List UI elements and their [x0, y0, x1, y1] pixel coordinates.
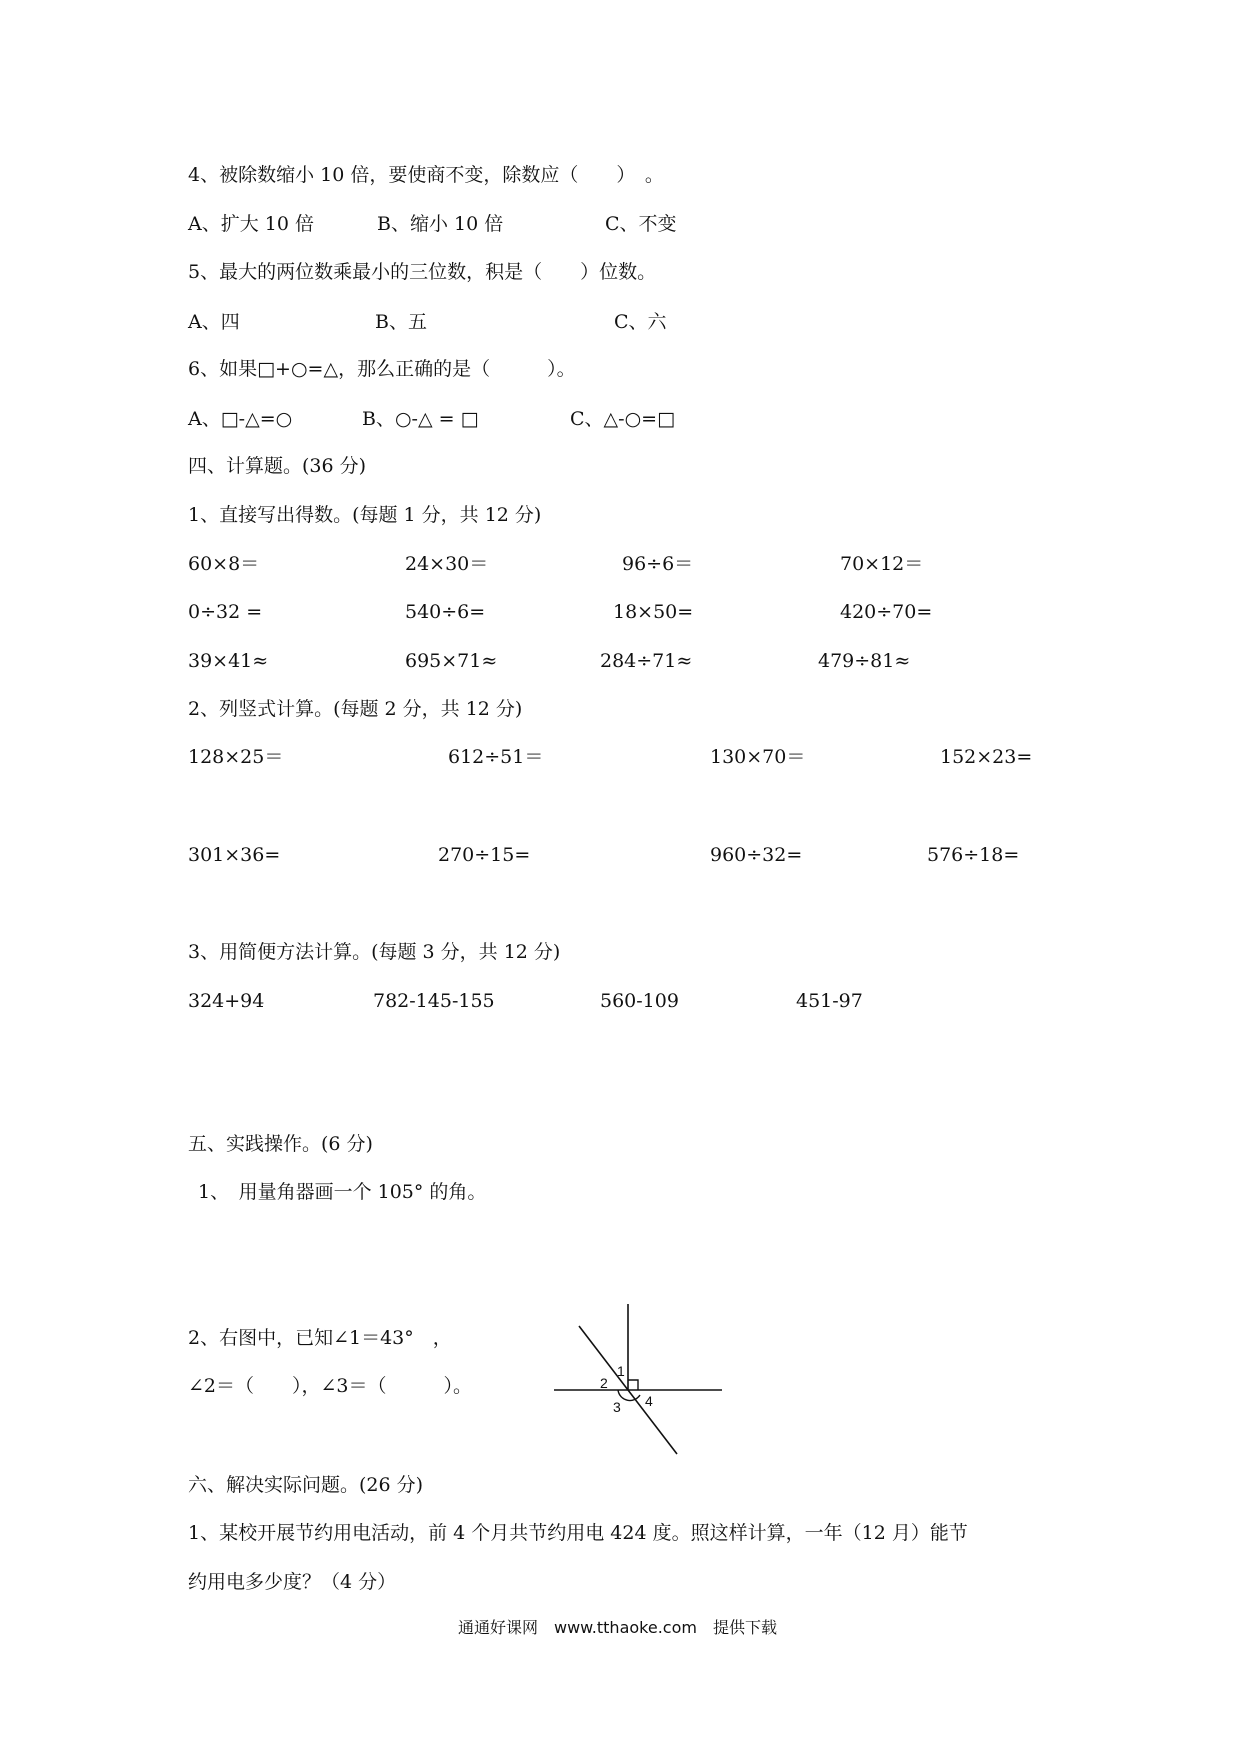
- section6-title: 六、解决实际问题。(26 分): [188, 1474, 424, 1496]
- section5-q2-line2: ∠2＝（ ），∠3＝（ ）。: [188, 1375, 473, 1397]
- mental-calc-item: 60×8＝: [188, 553, 260, 575]
- vertical-calc-item: 152×23=: [940, 746, 1033, 768]
- mental-calc-item: 70×12＝: [840, 553, 924, 575]
- q4-option-a: A、扩大 10 倍: [188, 213, 314, 235]
- mental-calc-item: 0÷32 =: [188, 601, 263, 623]
- shortcut-calc-item: 782-145-155: [373, 990, 495, 1012]
- vertical-calc-item: 301×36=: [188, 844, 281, 866]
- shortcut-calc-item: 451-97: [796, 990, 863, 1012]
- mental-calc-item: 24×30＝: [405, 553, 489, 575]
- mental-calc-item: 540÷6=: [405, 601, 486, 623]
- right-angle-mark: [628, 1380, 638, 1390]
- mental-calc-item: 96÷6＝: [622, 553, 694, 575]
- angle-label-2: 2: [600, 1375, 608, 1391]
- section5-q2-line1: 2、右图中，已知∠1＝43° ，: [188, 1327, 452, 1349]
- q6-option-a: A、□-△=○: [188, 408, 293, 430]
- q5-option-c: C、六: [614, 311, 667, 333]
- q4-option-b: B、缩小 10 倍: [377, 213, 504, 235]
- vertical-calc-item: 576÷18=: [927, 844, 1020, 866]
- section4-part1-title: 1、直接写出得数。(每题 1 分，共 12 分): [188, 504, 542, 526]
- mental-calc-item: 420÷70=: [840, 601, 933, 623]
- footer-credit: 通通好课网 www.tthaoke.com 提供下载: [458, 1618, 777, 1637]
- q5-option-a: A、四: [188, 311, 240, 333]
- shortcut-calc-item: 324+94: [188, 990, 265, 1012]
- vertical-calc-item: 128×25＝: [188, 746, 284, 768]
- q6-option-c: C、△-○=□: [570, 408, 676, 430]
- mental-calc-item: 479÷81≈: [818, 650, 911, 672]
- q6-option-b: B、○-△ = □: [362, 408, 479, 430]
- mental-calc-item: 695×71≈: [405, 650, 498, 672]
- vertical-calc-item: 960÷32=: [710, 844, 803, 866]
- mental-calc-item: 284÷71≈: [600, 650, 693, 672]
- q4-option-c: C、不变: [605, 213, 677, 235]
- section5-q1: 1、 用量角器画一个 105° 的角。: [198, 1181, 487, 1203]
- section6-q1-line2: 约用电多少度？（4 分）: [188, 1571, 397, 1593]
- angle-label-3: 3: [613, 1399, 621, 1415]
- section4-part3-title: 3、用简便方法计算。(每题 3 分，共 12 分): [188, 941, 561, 963]
- q6-stem: 6、如果□+○=△，那么正确的是（ ）。: [188, 358, 576, 380]
- angle-label-1: 1: [617, 1363, 625, 1379]
- angle-figure: [550, 1300, 730, 1460]
- mental-calc-item: 18×50=: [613, 601, 694, 623]
- vertical-calc-item: 612÷51＝: [448, 746, 544, 768]
- section4-title: 四、计算题。(36 分): [188, 455, 367, 477]
- section4-part2-title: 2、列竖式计算。(每题 2 分，共 12 分): [188, 698, 523, 720]
- section5-title: 五、实践操作。(6 分): [188, 1133, 373, 1155]
- q5-option-b: B、五: [375, 311, 427, 333]
- vertical-calc-item: 130×70＝: [710, 746, 806, 768]
- q5-stem: 5、最大的两位数乘最小的三位数，积是（ ）位数。: [188, 261, 657, 283]
- mental-calc-item: 39×41≈: [188, 650, 269, 672]
- shortcut-calc-item: 560-109: [600, 990, 679, 1012]
- angle-label-4: 4: [645, 1393, 653, 1409]
- q4-stem: 4、被除数缩小 10 倍，要使商不变，除数应（ ） 。: [188, 164, 664, 186]
- section6-q1-line1: 1、某校开展节约用电活动，前 4 个月共节约用电 424 度。照这样计算，一年（12 月）能节: [188, 1522, 968, 1544]
- vertical-calc-item: 270÷15=: [438, 844, 531, 866]
